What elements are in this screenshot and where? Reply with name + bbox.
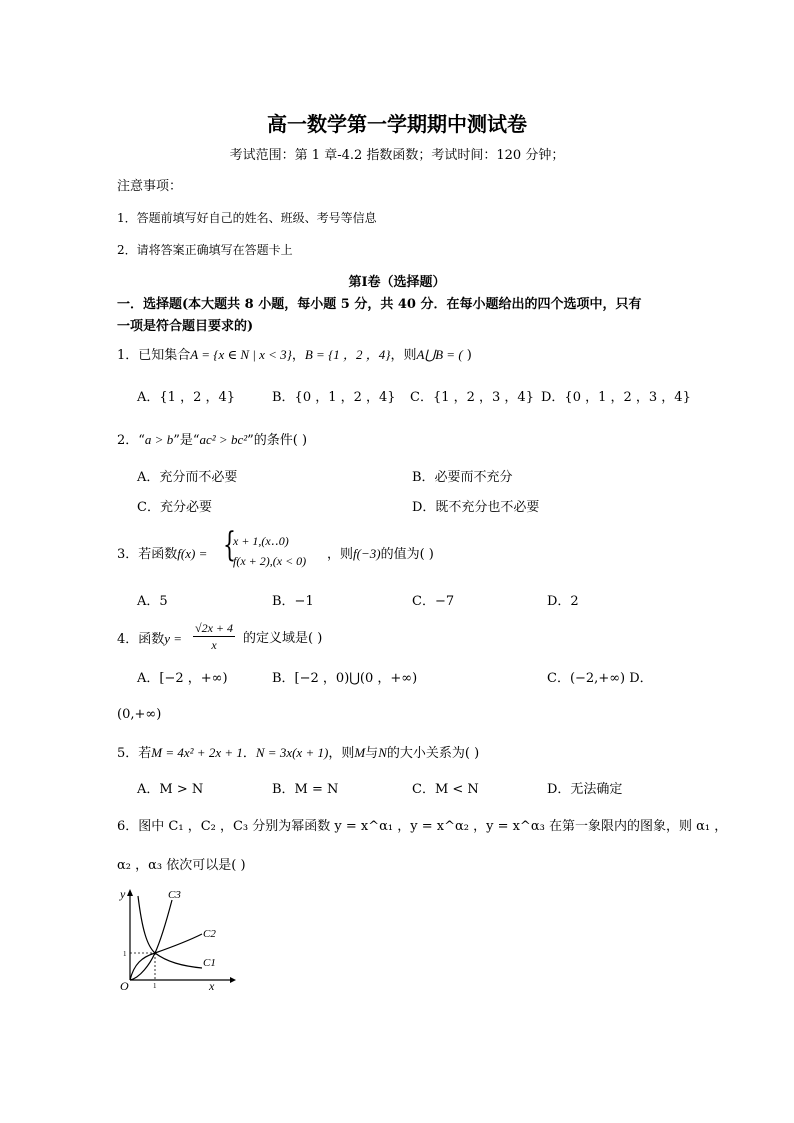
y-axis-label: y [120, 887, 126, 901]
q4-numerator: √2x + 4 [195, 621, 234, 635]
q2-prefix: 2．“ [117, 433, 145, 448]
q3-brace: { [223, 525, 236, 565]
q3-option-a: A．5 [137, 594, 168, 609]
q1-set-b: B = {1 ，2 ，4} [304, 347, 391, 362]
q5-then: ，则 [328, 746, 355, 761]
notice-item-1: 1．答题前填写好自己的姓名、班级、考号等信息 [117, 211, 377, 225]
q4-option-a: A．[−2 ，+∞) [137, 671, 228, 686]
q3-func: f(x) = [177, 546, 208, 561]
q1-sep: ， [291, 348, 305, 363]
label-c2: C2 [203, 928, 216, 940]
q1-then: ，则 [390, 348, 417, 363]
y-axis-arrow-icon [127, 889, 133, 896]
q2-cond-1: a > b [144, 432, 174, 447]
q2-option-a: A．充分而不必要 [137, 470, 238, 485]
q4-option-c: C．(−2,+∞) D． [547, 671, 653, 686]
page-title: 高一数学第一学期期中测试卷 [267, 112, 527, 136]
q4-option-d: (0,+∞) [117, 707, 162, 722]
question-1-stem [117, 346, 472, 364]
section-title: 第Ⅰ卷（选择题） [348, 275, 446, 290]
q1-set-a: A = {x ∈ N | x < 3} [190, 347, 292, 362]
q3-option-d: D．2 [547, 594, 579, 609]
q3-value: f(−3) [353, 546, 381, 561]
q1-prefix: 1．已知集合 [117, 348, 191, 363]
q5-option-a: A．M > N [137, 782, 204, 797]
q4-denominator: x [211, 638, 217, 652]
q3-option-b: B．−1 [272, 594, 314, 609]
q4-option-b: B．[−2 ，0)⋃(0 ，+∞) [272, 671, 418, 686]
part-heading-line2: 一项是符合题目要求的) [117, 319, 254, 334]
q1-blank: ) [462, 348, 472, 363]
part-heading-line1: 一．选择题(本大题共 8 小题，每小题 5 分，共 40 分．在每小题给出的四个选项中，只有 [117, 297, 642, 312]
q3-suffix [327, 545, 434, 563]
question-5-stem [117, 744, 479, 762]
q4-fraction [193, 620, 235, 653]
q2-suffix: ”的条件( ) [247, 433, 308, 448]
q5-prefix: 5．若 [117, 746, 152, 761]
q4-suffix: 的定义域是( ) [243, 631, 323, 646]
q1-option-d: D．{0 ，1 ，2 ，3 ，4} [541, 390, 691, 405]
q1-option-b: B．{0 ，1 ，2 ，4} [272, 390, 396, 405]
q5-n-ref: N [378, 745, 387, 760]
x-tick-1: 1 [153, 982, 157, 990]
q1-option-c: C．{1 ，2 ，3 ，4} [410, 390, 534, 405]
curve-c3 [130, 900, 172, 980]
q3-prefix-text: 3．若函数 [117, 547, 178, 562]
q4-func: y = [164, 631, 183, 646]
q2-option-d: D．既不充分也不必要 [412, 500, 540, 515]
q5-m: M = 4x² + 2x + 1 [151, 745, 243, 760]
label-c3: C3 [168, 889, 181, 901]
q5-and: 与 [365, 746, 379, 761]
q2-sep: ”是“ [173, 433, 200, 448]
q5-option-b: B．M = N [272, 782, 339, 797]
q5-suffix: 的大小关系为( ) [386, 746, 480, 761]
q3-piecewise [223, 525, 333, 572]
q2-option-b: B．必要而不充分 [412, 470, 513, 485]
q2-cond-2: ac² > bc² [199, 432, 248, 447]
question-2-stem [117, 431, 307, 449]
q1-option-a: A．{1 ，2 ，4} [137, 390, 236, 405]
q1-union: A⋃B = ( [416, 347, 463, 362]
q6-line-1: 6．图中 C₁ ，C₂ ，C₃ 分别为幂函数 y = x^α₁ ，y = x^α₂ ，y = x^α₃ 在第一象限内的图象，则 α₁ ， [117, 819, 728, 834]
q3-option-c: C．−7 [412, 594, 455, 609]
q5-option-c: C．M < N [412, 782, 479, 797]
q4-prefix-text: 4．函数 [117, 632, 165, 647]
q3-piece-2: f(x + 2),(x < 0) [233, 554, 307, 568]
q5-sep: ． [242, 746, 256, 761]
origin-label: O [120, 979, 129, 992]
q5-m-ref: M [354, 745, 366, 760]
y-tick-1: 1 [123, 950, 127, 958]
q3-piece-1: x + 1,(x‥0) [233, 534, 289, 548]
exam-info: 考试范围：第 1 章-4.2 指数函数；考试时间：120 分钟； [229, 148, 565, 163]
notice-heading: 注意事项： [117, 179, 183, 194]
q3-blank: 的值为( ) [380, 547, 434, 562]
x-axis-arrow-icon [230, 977, 236, 983]
x-axis-label: x [209, 979, 215, 992]
q3-prefix [117, 545, 207, 563]
q5-option-d: D．无法确定 [547, 782, 623, 797]
q5-n: N = 3x(x + 1) [255, 745, 329, 760]
q6-line-2: α₂ ，α₃ 依次可以是( ) [117, 858, 246, 873]
q3-then: ，则 [327, 547, 354, 562]
q4-prefix [117, 630, 182, 648]
q2-option-c: C．充分必要 [137, 500, 212, 515]
notice-item-2: 2．请将答案正确填写在答题卡上 [117, 243, 293, 257]
label-c1: C1 [203, 957, 216, 969]
power-function-figure [112, 884, 242, 992]
